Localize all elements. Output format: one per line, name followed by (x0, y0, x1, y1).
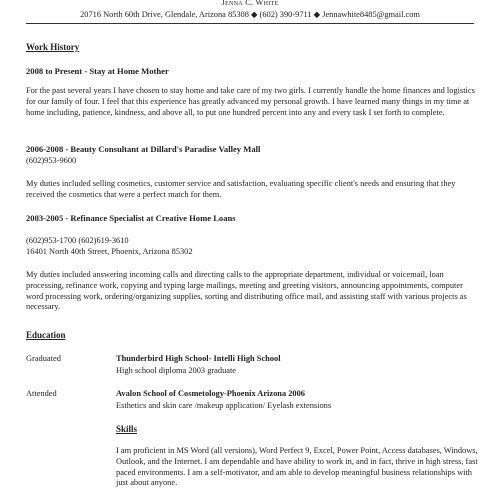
job-description-1: For the past several years I have chosen to stay home and take care of my two girls. I currently handle the home finances and logistics for our family of four. I feel that this experience has greatly advanced my personal growth. I have learned many things in my time at home including, patience, kindness, and above all, to put one hundred percent into any and every task I set forth to complete. (26, 86, 475, 117)
header-divider (26, 23, 474, 24)
skills-text: I am proficient in MS Word (all versions), Word Perfect 9, Excel, Power Point, Access databases, Windows, Outlook, and the Internet. I am dependable and have ability to work in, and in fact, thrive in high stress, fast paced environments. I am a self-motivator, and am able to develop meaningful business relationships with just about anyone. (116, 446, 478, 488)
contact-line: 20716 North 60th Drive, Glendale, Arizona 85308 ◆ (602) 390-9711 ◆ Jennawhite8485@gmail.com (80, 10, 420, 19)
job-description-3: My duties included answering incoming calls and directing calls to the appropriate department, individual or voicemail, loan processing, refinance work, copying and typing large mailings, meeting and greeting visitors, announcing appointments, computer word processing work, ordering/organizing supplies, sorting and distributing office mail, and assisting staff with various projects as necessary. (26, 270, 467, 312)
job-title-3: 2003-2005 - Refinance Specialist at Creative Home Loans (26, 213, 236, 223)
education-school-2: Avalon School of Cosmetology-Phoenix Arizona 2006 (116, 389, 305, 398)
education-detail-2: Esthetics and skin care /makeup application/ Eyelash extensions (116, 401, 332, 410)
candidate-name: Jenna C. White (221, 0, 279, 7)
education-label-2: Attended (26, 389, 57, 398)
job-address-3: 16401 North 40th Street, Phoenix, Arizona 85302 (26, 247, 193, 256)
job-contact-2: (602)953-9600 (26, 156, 77, 165)
education-detail-1: High school diploma 2003 graduate (116, 366, 237, 375)
job-title-2: 2006-2008 - Beauty Consultant at Dillard's Paradise Valley Mall (26, 144, 261, 154)
work-history-heading: Work History (26, 42, 80, 52)
job-description-2: My duties included selling cosmetics, customer service and satisfaction, evaluating specific client's needs and ensuring that they received the cosmetics that were a perfect match for them. (26, 179, 456, 199)
education-heading: Education (26, 330, 66, 340)
education-school-1: Thunderbird High School- Intelli High School (116, 354, 281, 363)
skills-heading: Skills (116, 424, 138, 434)
job-title-1: 2008 to Present - Stay at Home Mother (26, 66, 169, 76)
job-contact-3: (602)953-1700 (602)619-3610 (26, 236, 129, 245)
education-label-1: Graduated (26, 354, 61, 363)
